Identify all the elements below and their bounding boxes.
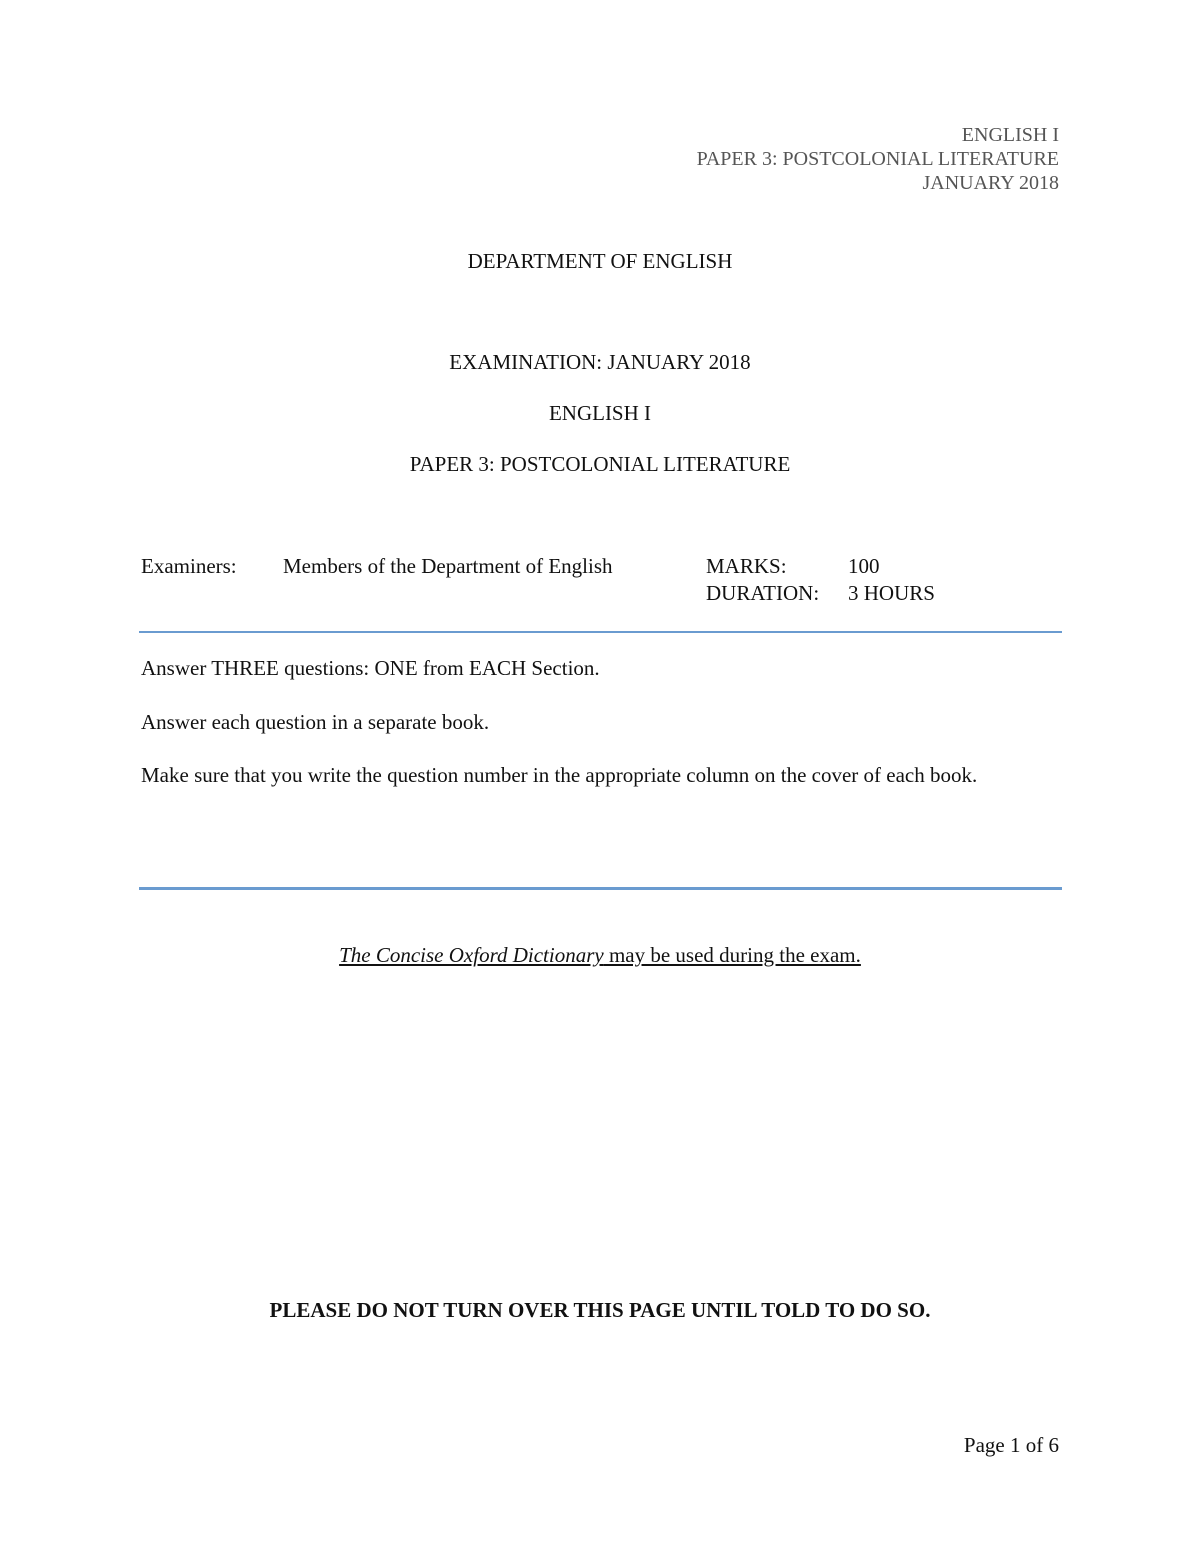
duration-value: 3 HOURS	[848, 581, 935, 605]
department-title: DEPARTMENT OF ENGLISH	[467, 249, 733, 273]
examiners-label: Examiners:	[141, 554, 237, 578]
examiners-value: Members of the Department of English	[283, 554, 613, 578]
paper-title: PAPER 3: POSTCOLONIAL LITERATURE	[409, 452, 791, 476]
do-not-turn-warning: PLEASE DO NOT TURN OVER THIS PAGE UNTIL TOLD TO DO SO.	[269, 1298, 931, 1322]
course-title: ENGLISH I	[548, 401, 652, 425]
dictionary-note-text: may be used during the exam.	[603, 943, 861, 967]
instruction-question-number: Make sure that you write the question number in the appropriate column on the cover of each book.	[141, 763, 978, 787]
instruction-answer-three: Answer THREE questions: ONE from EACH Section.	[141, 656, 600, 680]
instruction-separate-book: Answer each question in a separate book.	[141, 710, 490, 734]
header-course: ENGLISH I	[961, 124, 1059, 146]
divider-top	[139, 631, 1062, 633]
dictionary-note	[0, 942, 1200, 968]
duration-label: DURATION:	[706, 581, 820, 605]
running-header	[697, 123, 1059, 195]
header-paper: PAPER 3: POSTCOLONIAL LITERATURE	[696, 148, 1059, 170]
dictionary-title: The Concise Oxford Dictionary	[339, 943, 604, 967]
examination-title: EXAMINATION: JANUARY 2018	[449, 350, 751, 374]
divider-bottom	[139, 887, 1062, 890]
marks-value: 100	[848, 554, 880, 578]
page-number: Page 1 of 6	[963, 1433, 1059, 1457]
marks-label: MARKS:	[706, 554, 787, 578]
header-date: JANUARY 2018	[922, 172, 1059, 194]
